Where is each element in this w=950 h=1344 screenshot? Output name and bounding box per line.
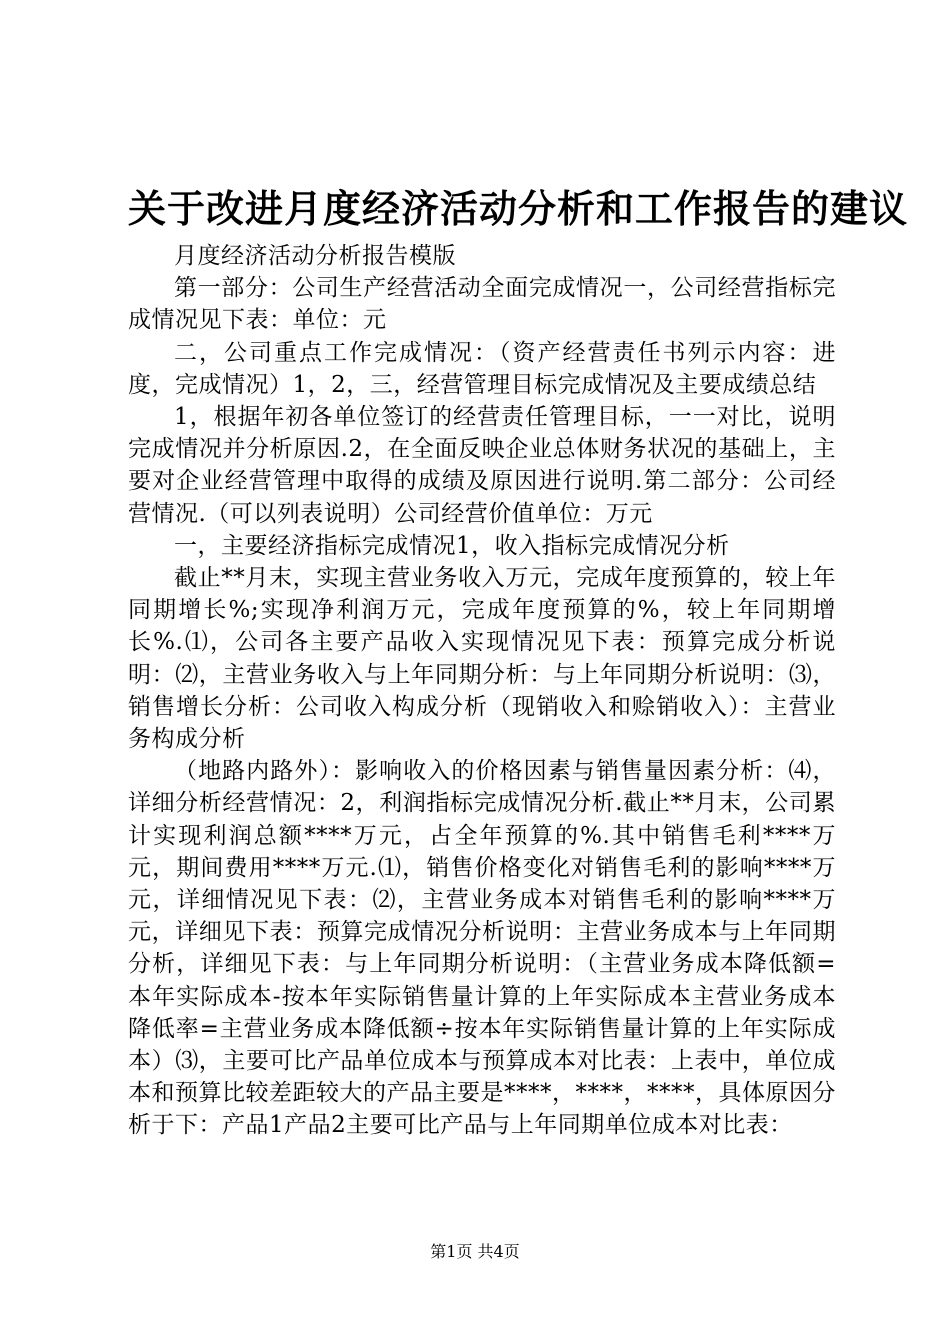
- paragraph-profit: （地路内路外）：影响收入的价格因素与销售量因素分析：⑷，详细分析经营情况：2，利润指标完成情况分析.截止**月末，公司累计实现利润总额****万元，占全年预算的%.其中销售毛利****万元，期间费用****万元.⑴，销售价格变化对销售毛利的影响****万元，详细情况见下表：⑵，主营业务成本对销售毛利的影响****万元，详细见下表：预算完成情况分析说明：主营业务成本与上年同期分析，详细见下表：与上年同期分析说明：（主营业务成本降低额=本年实际成本-按本年实际销售量计算的上年实际成本主营业务成本降低率=主营业务成本降低额÷按本年实际销售量计算的上年实际成本）⑶，主要可比产品单位成本与预算成本对比表：上表中，单位成本和预算比较差距较大的产品主要是****，****，****，具体原因分析于下：产品1产品2主要可比产品与上年同期单位成本对比表：: [128, 758, 836, 1139]
- paragraph-template-name: 月度经济活动分析报告模版: [174, 243, 456, 269]
- paragraph-revenue: 截止**月末，实现主营业务收入万元，完成年度预算的，较上年同期增长%;实现净利润万元，完成年度预算的%，较上年同期增长%.⑴，公司各主要产品收入实现情况见下表：预算完成分析说明：⑵，主营业务收入与上年同期分析：与上年同期分析说明：⑶，销售增长分析：公司收入构成分析（现销收入和赊销收入）：主营业务构成分析: [128, 565, 836, 753]
- document-body: [128, 240, 836, 1142]
- paragraph-key-work: 二，公司重点工作完成情况：（资产经营责任书列示内容：进度，完成情况）1，2，三，经营管理目标完成情况及主要成绩总结: [128, 339, 836, 398]
- paragraph-targets: 1，根据年初各单位签订的经营责任管理目标，一一对比，说明完成情况并分析原因.2，在全面反映企业总体财务状况的基础上，主要对企业经营管理中取得的成绩及原因进行说明.第二部分：公司经营情况.（可以列表说明）公司经营价值单位：万元: [128, 404, 836, 527]
- paragraph-part-one: 第一部分：公司生产经营活动全面完成情况一，公司经营指标完成情况见下表：单位：元: [128, 275, 836, 334]
- page-footer: 第1页 共4页: [430, 1242, 520, 1261]
- paragraph-indicators: 一，主要经济指标完成情况1，收入指标完成情况分析: [174, 532, 730, 559]
- document-title: 关于改进月度经济活动分析和工作报告的建议: [128, 186, 909, 231]
